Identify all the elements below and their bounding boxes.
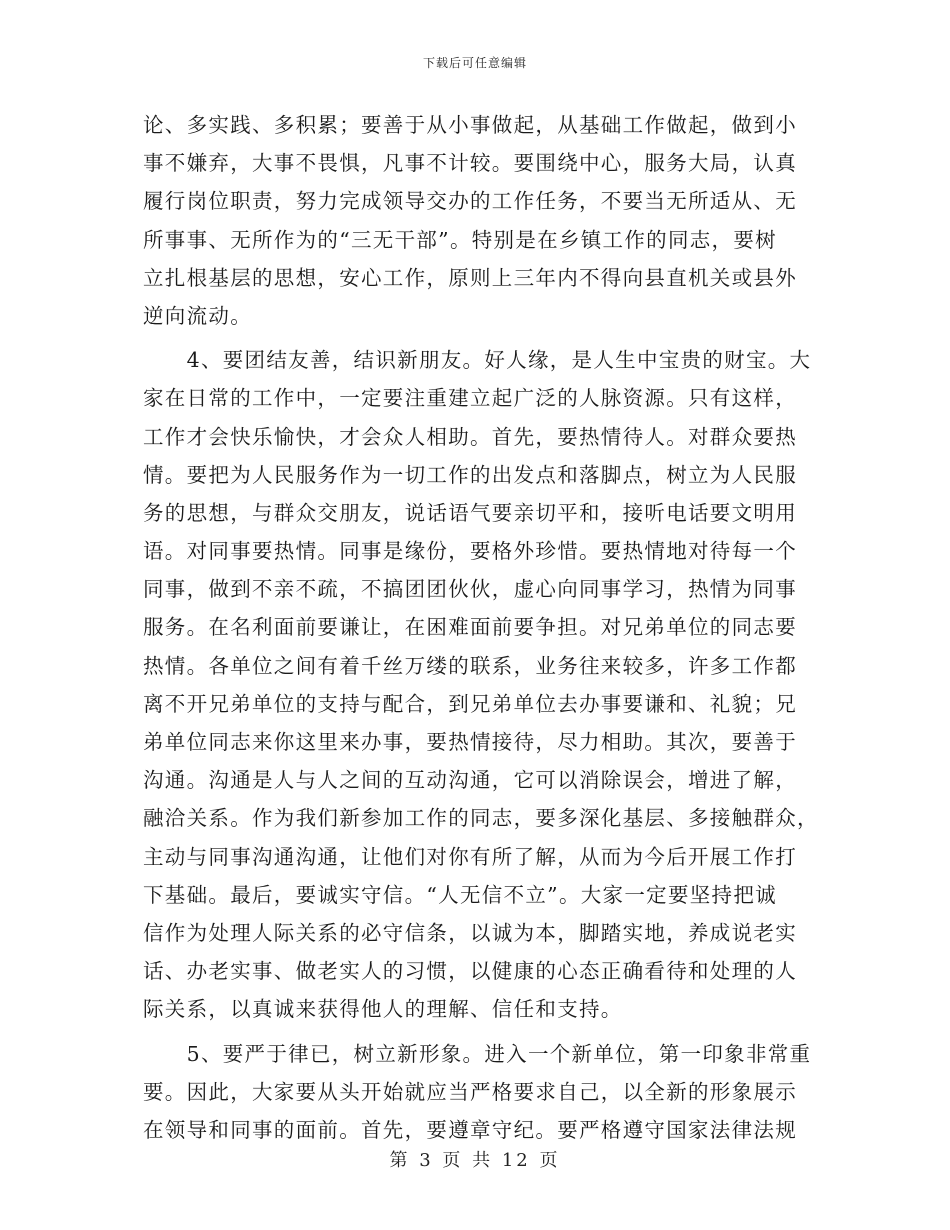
text-line: 务的思想，与群众交朋友，说话语气要亲切平和，接听电话要文明用 <box>143 500 797 525</box>
text-line: 下基础。最后，要诚实守信。“人无信不立”。大家一定要坚持把诚 <box>143 882 777 907</box>
text-line: 履行岗位职责，努力完成领导交办的工作任务，不要当无所适从、无 <box>143 189 797 214</box>
text-line: 沟通。沟通是人与人之间的互动沟通，它可以消除误会，增进了解， <box>143 768 797 793</box>
text-line: 要。因此，大家要从头开始就应当严格要求自己，以全新的形象展示 <box>143 1079 797 1104</box>
text-line: 同事，做到不亲不疏，不搞团团伙伙，虚心向同事学习，热情为同事 <box>143 577 797 602</box>
text-line: 信作为处理人际关系的必守信条，以诚为本，脚踏实地，养成说老实 <box>143 920 797 945</box>
text-line: 热情。各单位之间有着千丝万缕的联系，业务往来较多，许多工作都 <box>143 653 797 678</box>
text-line: 融洽关系。作为我们新参加工作的同志，要多深化基层、多接触群众， <box>143 806 819 831</box>
paragraph-3 <box>143 1035 812 1150</box>
text-line: 主动与同事沟通沟通，让他们对你有所了解，从而为今后开展工作打 <box>143 844 797 869</box>
text-line: 4、要团结友善，结识新朋友。好人缘，是人生中宝贵的财宝。大 <box>143 348 812 373</box>
text-line: 话、办老实事、做老实人的习惯，以健康的心态正确看待和处理的人 <box>143 959 797 984</box>
paragraph-2 <box>143 341 819 1028</box>
text-line: 所事事、无所作为的“三无干部”。特别是在乡镇工作的同志，要树 <box>143 227 777 252</box>
text-line: 弟单位同志来你这里来办事，要热情接待，尽力相助。其次，要善于 <box>143 730 797 754</box>
text-line: 5、要严于律已，树立新形象。进入一个新单位，第一印象非常重 <box>143 1041 812 1066</box>
text-line: 立扎根基层的思想，安心工作，原则上三年内不得向县直机关或县外 <box>143 265 797 290</box>
page-header: 下载后可任意编辑 <box>422 56 527 70</box>
text-line: 逆向流动。 <box>143 303 252 328</box>
text-line: 际关系，以真诚来获得他人的理解、信任和支持。 <box>143 997 623 1022</box>
text-line: 情。要把为人民服务作为一切工作的出发点和落脚点，树立为人民服 <box>143 462 797 487</box>
page-number-footer: 第 3 页 共 12 页 <box>389 1150 561 1171</box>
text-line: 在领导和同事的面前。首先，要遵章守纪。要严格遵守国家法律法规 <box>143 1117 797 1142</box>
text-line: 家在日常的工作中，一定要注重建立起广泛的人脉资源。只有这样， <box>143 386 797 411</box>
text-line: 事不嫌弃，大事不畏惧，凡事不计较。要围绕中心，服务大局，认真 <box>143 151 797 176</box>
text-line: 工作才会快乐愉快，才会众人相助。首先，要热情待人。对群众要热 <box>143 424 797 449</box>
text-line: 论、多实践、多积累；要善于从小事做起，从基础工作做起，做到小 <box>143 113 797 137</box>
document-body <box>143 106 819 1149</box>
text-line: 语。对同事要热情。同事是缘份，要格外珍惜。要热情地对待每一个 <box>143 539 797 564</box>
text-line: 离不开兄弟单位的支持与配合，到兄弟单位去办事要谦和、礼貌；兄 <box>143 691 797 716</box>
paragraph-1 <box>143 106 807 335</box>
text-line: 服务。在名利面前要谦让，在困难面前要争担。对兄弟单位的同志要 <box>143 615 797 640</box>
